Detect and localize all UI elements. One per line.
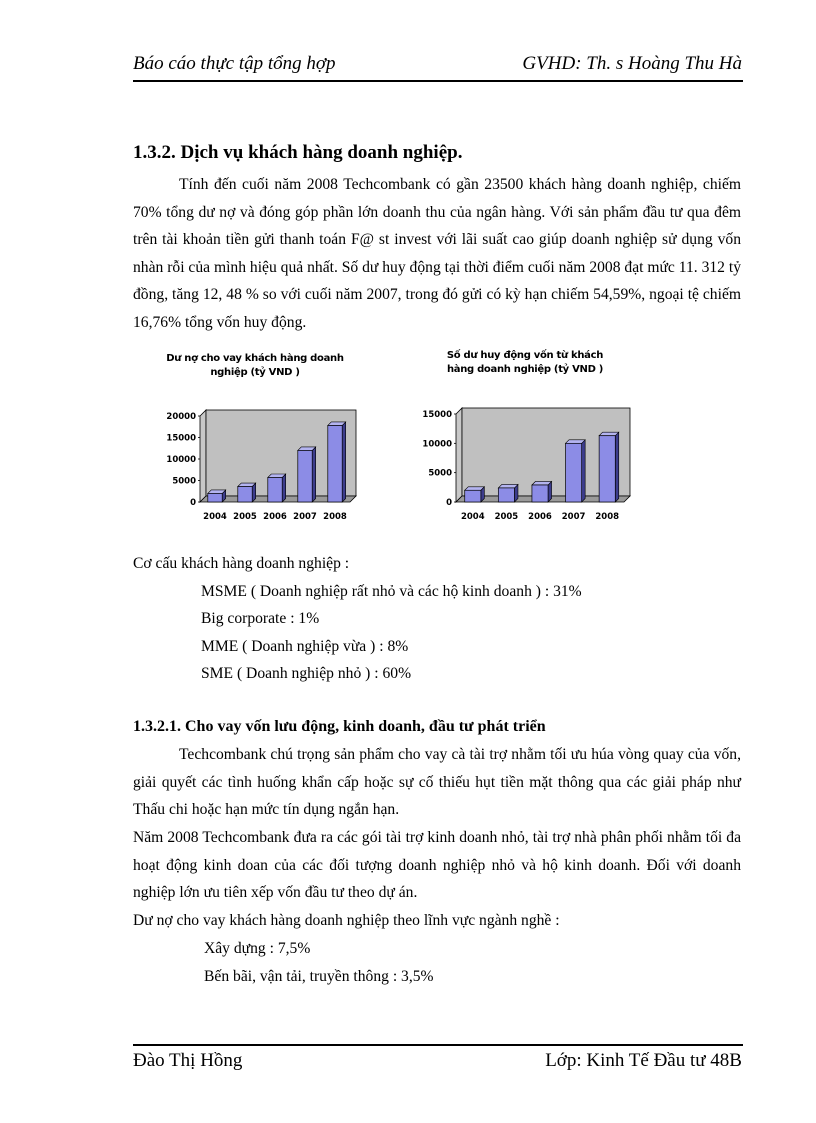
footer-author: Đào Thị Hồng xyxy=(133,1050,243,1071)
y-tick-label: 10000 xyxy=(166,455,196,465)
footer-rule xyxy=(133,1044,743,1046)
bar-top xyxy=(599,432,619,436)
bar-side xyxy=(342,422,346,502)
x-tick-label: 2007 xyxy=(561,512,586,522)
structure-item: MME ( Doanh nghiệp vừa ) : 8% xyxy=(201,638,409,655)
chart-side-wall xyxy=(456,408,462,502)
bar-top xyxy=(532,481,552,485)
structure-title: Cơ cấu khách hàng doanh nghiệp : xyxy=(133,555,350,572)
bar-top xyxy=(566,440,586,444)
y-tick-label: 20000 xyxy=(166,412,196,422)
bar xyxy=(208,493,222,502)
footer-class: Lớp: Kinh Tế Đầu tư 48B xyxy=(545,1050,742,1071)
paragraph-2-text: Techcombank chú trọng sản phẩm cho vay cà tài trợ nhằm tối ưu húa vòng quay của vốn, giải quyết các tình huống khẩn cấp hoặc sự cố thiếu hụt tiền mặt thông qua các giải pháp như Thấu chi hoặc hạn mức tín dụng ngắn hạn. xyxy=(133,746,741,819)
y-tick-label: 5000 xyxy=(428,468,452,479)
x-tick-label: 2006 xyxy=(528,512,552,522)
structure-item: Big corporate : 1% xyxy=(201,610,320,627)
subsection-title: 1.3.2.1. Cho vay vốn lưu động, kinh doanh, đầu tư phát triển xyxy=(133,718,546,735)
bar-side xyxy=(615,432,619,502)
paragraph-3-text: Năm 2008 Techcombank đưa ra các gói tài trợ kinh doanh nhỏ, tài trợ nhà phân phối nhằm tối đa hoạt động kinh doan của các đối tượng doanh nghiệp nhỏ và hộ kinh doanh. Đối với doanh nghiệp lớn ưu tiên xếp vốn đầu tư theo dự án. xyxy=(133,829,741,902)
structure-item: SME ( Doanh nghiệp nhỏ ) : 60% xyxy=(201,665,412,682)
bar-side xyxy=(582,440,586,502)
intro-paragraph xyxy=(133,171,741,337)
bar xyxy=(599,436,615,502)
chart-loans xyxy=(140,352,370,380)
x-tick-label: 2006 xyxy=(263,512,287,522)
bar xyxy=(465,490,481,502)
chart-deposits-plot xyxy=(404,406,644,526)
header-report-title: Báo cáo thực tập tổng hợp xyxy=(133,53,336,74)
bar-side xyxy=(312,447,316,502)
bar xyxy=(532,485,548,502)
chart-deposits-title-line1: Số dư huy động vốn từ khách xyxy=(446,350,604,361)
sector-item: Xây dựng : 7,5% xyxy=(204,940,311,957)
chart-loans-title-line1: Dư nợ cho vay khách hàng doanh xyxy=(166,353,344,364)
paragraph-3 xyxy=(133,824,741,907)
bar xyxy=(498,488,514,502)
sector-title: Dư nợ cho vay khách hàng doanh nghiệp theo lĩnh vực ngành nghề : xyxy=(133,912,560,929)
bar-top xyxy=(465,487,485,491)
y-tick-label: 10000 xyxy=(422,439,452,450)
chart-side-wall xyxy=(200,410,206,502)
x-tick-label: 2008 xyxy=(323,512,347,522)
y-tick-label: 0 xyxy=(446,498,452,508)
structure-item: MSME ( Doanh nghiệp rất nhỏ và các hộ kinh doanh ) : 31% xyxy=(201,583,582,600)
header-rule xyxy=(133,80,743,82)
intro-paragraph-text: Tính đến cuối năm 2008 Techcombank có gần 23500 khách hàng doanh nghiệp, chiếm 70% tổng dư nợ và đóng góp phần lớn doanh thu của ngân hàng. Với sản phẩm đầu tư qua đêm trên tài khoản tiền gửi thanh toán F@ st invest với lãi suất cao giúp doanh nghiệp sử dụng vốn nhàn rỗi của mình hiệu quả nhất. Số dư huy động tại thời điểm cuối năm 2008 đạt mức 11. 312 tỷ đồng, tăng 12, 48 % so với cuối năm 2007, trong đó gửi có kỳ hạn chiếm 54,59%, ngoại tệ chiếm 16,76% tổng vốn huy động. xyxy=(133,176,741,331)
y-tick-label: 0 xyxy=(190,498,196,508)
header-supervisor: GVHD: Th. s Hoàng Thu Hà xyxy=(522,53,742,74)
chart-loans-title-line2: nghiệp (tỷ VND ) xyxy=(210,367,300,378)
bar-top xyxy=(328,422,346,426)
chart-deposits xyxy=(410,349,640,377)
y-tick-label: 15000 xyxy=(166,433,196,444)
bar-top xyxy=(498,484,518,488)
bar xyxy=(238,487,252,502)
section-title: 1.3.2. Dịch vụ khách hàng doanh nghiệp. xyxy=(133,142,463,163)
x-tick-label: 2007 xyxy=(293,512,317,522)
x-tick-label: 2005 xyxy=(233,512,257,522)
y-tick-label: 15000 xyxy=(422,410,452,420)
bar-side xyxy=(282,474,286,502)
bar xyxy=(298,450,312,502)
x-tick-label: 2004 xyxy=(203,512,227,522)
bar xyxy=(566,443,582,502)
bar-top xyxy=(238,483,256,487)
chart-loans-plot xyxy=(150,406,370,526)
paragraph-2 xyxy=(133,741,741,824)
bar xyxy=(328,425,342,502)
x-tick-label: 2005 xyxy=(494,512,519,522)
x-tick-label: 2008 xyxy=(595,512,620,522)
x-tick-label: 2004 xyxy=(460,512,485,522)
y-tick-label: 5000 xyxy=(172,476,196,487)
bar-top xyxy=(208,490,226,494)
sector-item: Bến bãi, vận tải, truyền thông : 3,5% xyxy=(204,968,434,985)
chart-deposits-title-line2: hàng doanh nghiệp (tỷ VND ) xyxy=(446,364,604,375)
bar-top xyxy=(298,447,316,451)
bar xyxy=(268,477,282,502)
bar-top xyxy=(268,474,286,478)
